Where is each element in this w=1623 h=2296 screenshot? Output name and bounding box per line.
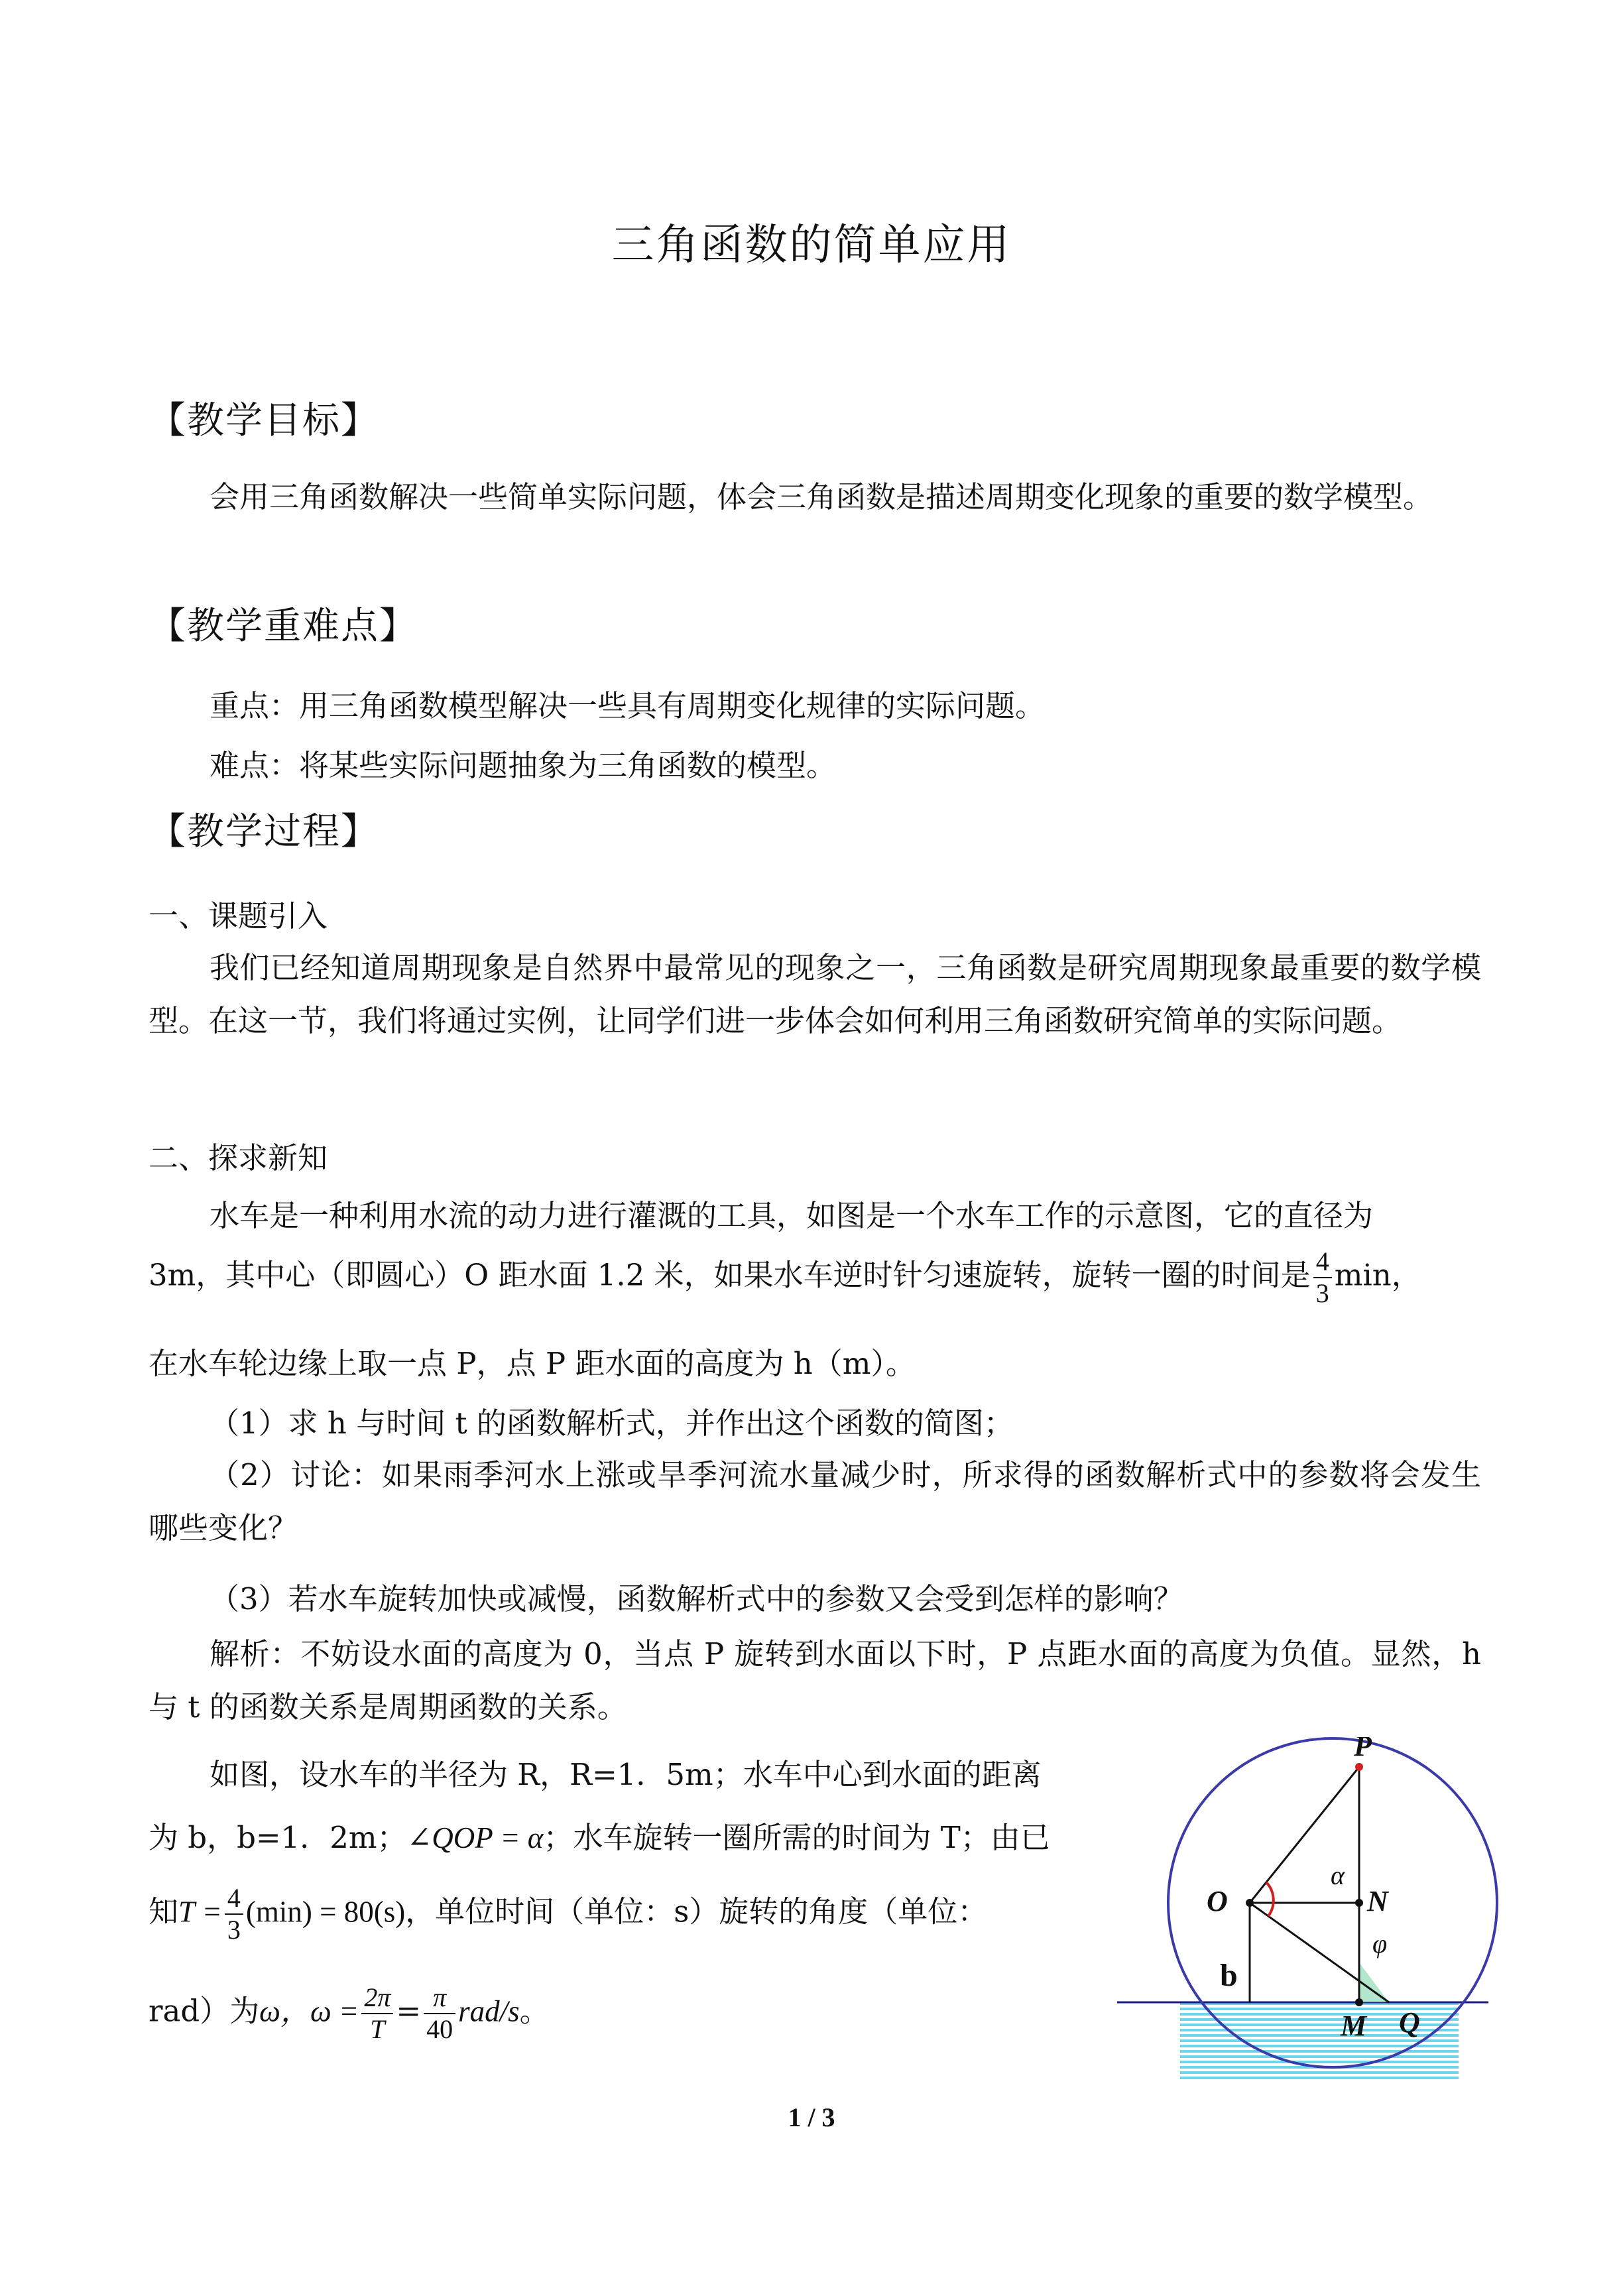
key-points-heading: 【教学重难点】	[149, 605, 418, 648]
difficult-point-text: 难点：将某些实际问题抽象为三角函数的模型。	[210, 748, 837, 783]
solution-line-4-start: rad）为	[149, 1993, 260, 2029]
solution-line-3	[149, 1883, 987, 1945]
point-O	[1246, 1899, 1254, 1907]
solution-line-3-end: ，单位时间（单位：s）旋转的角度（单位：	[405, 1894, 988, 1929]
point-P	[1355, 1763, 1363, 1771]
solution-line-2-start: 为 b，b=1．2m；	[149, 1820, 407, 1855]
fraction-denominator: 3	[227, 1915, 241, 1945]
question-2: （2）讨论：如果雨季河水上涨或旱季河流水量减少时，所求得的函数解析式中的参数将会发生哪些变化？	[149, 1457, 1481, 1545]
page-number: 1 / 3	[788, 2102, 835, 2132]
label-M: M	[1341, 2010, 1367, 2042]
radius-OQ	[1250, 1903, 1389, 2002]
objectives-text: 会用三角函数解决一些简单实际问题，体会三角函数是描述周期变化现象的重要的数学模型。	[210, 479, 1433, 514]
period-fraction	[1313, 1246, 1332, 1309]
omega-fraction-1	[361, 1982, 393, 2045]
solution-line-4-end: 。	[519, 1993, 550, 2029]
part1-title: 一、课题引入	[149, 898, 328, 934]
angle-arc	[1266, 1882, 1274, 1916]
fraction-denominator: 40	[426, 2014, 453, 2044]
label-P: P	[1354, 1737, 1372, 1762]
omega-equation: ，ω =	[280, 1994, 359, 2028]
label-phi: φ	[1372, 1929, 1388, 1959]
point-N	[1355, 1899, 1363, 1907]
problem-line-3: 在水车轮边缘上取一点 P，点 P 距水面的高度为 h（m）。	[149, 1346, 916, 1381]
solution-line-1: 如图，设水车的半径为 R，R=1．5m；水车中心到水面的距离	[210, 1757, 1042, 1792]
angle-expression: ∠QOP = α	[406, 1821, 544, 1854]
label-N: N	[1367, 1885, 1388, 1917]
fraction-numerator: 4	[1313, 1246, 1332, 1278]
part2-title: 二、探求新知	[149, 1140, 328, 1176]
fraction-denominator: 3	[1315, 1278, 1329, 1308]
fraction-numerator: 2π	[361, 1982, 393, 2014]
omega-unit: rad/s	[458, 1994, 520, 2028]
analysis-text: 解析：不妨设水面的高度为 0，当点 P 旋转到水面以下时，P 点距水面的高度为负值。显然，h 与 t 的函数关系是周期函数的关系。	[149, 1636, 1481, 1724]
problem-line-1: 水车是一种利用水流的动力进行灌溉的工具，如图是一个水车工作的示意图，它的直径为	[210, 1198, 1374, 1233]
problem-line-2-unit: min，	[1334, 1257, 1421, 1293]
page-title: 三角函数的简单应用	[611, 221, 1012, 270]
question-3: （3）若水车旋转加快或减慢，函数解析式中的参数又会受到怎样的影响？	[210, 1581, 1183, 1616]
problem-line-2-text: 3m，其中心（即圆心）O 距水面 1.2 米，如果水车逆时针匀速旋转，旋转一圈的时间是	[149, 1257, 1311, 1293]
point-M	[1355, 1998, 1363, 2006]
omega-fraction-2	[424, 1982, 455, 2045]
period-value: (min) = 80(s)	[245, 1895, 406, 1929]
period-fraction-2	[225, 1883, 243, 1945]
problem-line-2	[149, 1246, 1421, 1309]
label-O: O	[1207, 1885, 1228, 1917]
label-b: b	[1220, 1958, 1238, 1993]
key-point-text: 重点：用三角函数模型解决一些具有周期变化规律的实际问题。	[210, 688, 1046, 723]
label-Q: Q	[1399, 2006, 1420, 2039]
solution-line-2	[149, 1813, 1050, 1856]
part1-text: 我们已经知道周期现象是自然界中最常见的现象之一，三角函数是研究周期现象最重要的数学模型。在这一节，我们将通过实例，让同学们进一步体会如何利用三角函数研究简单的实际问题。	[149, 950, 1481, 1038]
omega-symbol: ω	[259, 1994, 280, 2028]
water-wheel-diagram	[1107, 1737, 1498, 2082]
fraction-numerator: π	[424, 1982, 455, 2014]
process-heading: 【教学过程】	[149, 810, 379, 853]
equals-sign: =	[396, 1993, 422, 2029]
period-symbol: T =	[178, 1895, 222, 1929]
objectives-heading: 【教学目标】	[149, 399, 379, 442]
fraction-numerator: 4	[225, 1883, 243, 1915]
solution-line-3-start: 知	[149, 1894, 179, 1929]
fraction-denominator: T	[370, 2014, 385, 2044]
solution-line-2-end: ；水车旋转一圈所需的时间为 T；由已	[543, 1820, 1050, 1855]
label-alpha: α	[1331, 1860, 1345, 1890]
solution-line-4	[149, 1982, 550, 2045]
question-1: （1）求 h 与时间 t 的函数解析式，并作出这个函数的简图；	[210, 1406, 1014, 1441]
shaded-triangle	[1359, 1963, 1389, 2002]
